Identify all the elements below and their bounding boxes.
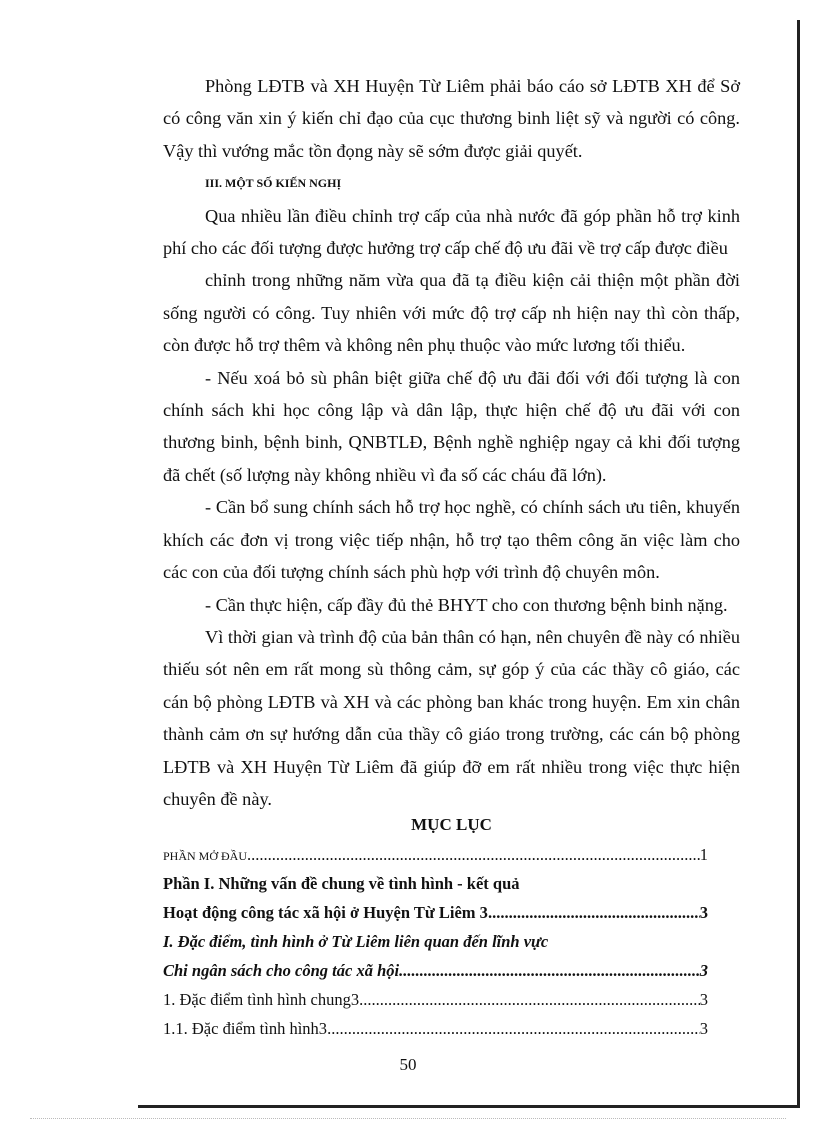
toc-entry-page: 3 bbox=[699, 1019, 708, 1038]
toc-leader bbox=[247, 845, 700, 865]
toc-leader bbox=[359, 990, 700, 1010]
toc-entry-label: I. Đặc điểm, tình hình ở Từ Liêm liên quan đến lĩnh vực bbox=[163, 932, 549, 951]
toc-leader bbox=[488, 903, 700, 923]
toc-entry-label: 1. Đặc điểm tình hình chung3 bbox=[163, 990, 360, 1009]
toc-entry[interactable] bbox=[163, 1019, 708, 1048]
paragraph-2b: chỉnh trong những năm vừa qua đã tạ điều kiện cải thiện một phần đời sống người có công. Tuy nhiên với mức độ trợ cấp nh hiện nay thì còn thấp, còn được hỗ trợ thêm và không nên phụ thuộc vào mức lương tối thiểu. bbox=[163, 270, 740, 356]
paragraph-5: - Cần thực hiện, cấp đầy đủ thẻ BHYT cho con thương bệnh binh nặng. bbox=[205, 594, 728, 615]
paragraph-4: - Cần bổ sung chính sách hỗ trợ học nghề, có chính sách ưu tiên, khuyến khích các đơn vị trong việc tiếp nhận, hỗ trợ tạo thêm công ăn việc làm cho các con của đối tượng chính sách phù hợp với trình độ chuyên môn. bbox=[163, 497, 740, 583]
page-number: 50 bbox=[399, 1055, 417, 1074]
table-of-contents bbox=[163, 845, 708, 1048]
toc-entry-label: PHẦN MỞ ĐẦU bbox=[163, 849, 248, 863]
toc-entry[interactable] bbox=[163, 903, 708, 932]
toc-title: MỤC LỤC bbox=[411, 815, 492, 834]
toc-leader bbox=[399, 961, 700, 981]
toc-entry-label: Chi ngân sách cho công tác xã hội bbox=[163, 961, 400, 980]
toc-entry-page: 1 bbox=[699, 845, 708, 864]
paragraph-1: Phòng LĐTB và XH Huyện Từ Liêm phải báo cáo sở LĐTB XH để Sở có công văn xin ý kiến chỉ đạo của cục thương binh liệt sỹ và người có công. Vậy thì vướng mắc tồn đọng này sẽ sớm được giải quyết. bbox=[163, 76, 740, 161]
toc-entry-page: 3 bbox=[699, 961, 708, 980]
footer-divider bbox=[30, 1118, 786, 1119]
toc-entry[interactable] bbox=[163, 845, 708, 874]
toc-entry[interactable] bbox=[163, 990, 708, 1019]
section-heading: III. MỘT SỐ KIẾN NGHỊ bbox=[205, 176, 342, 191]
toc-entry-label: Phần I. Những vấn đề chung về tình hình - kết quả bbox=[163, 874, 520, 893]
body-text bbox=[163, 70, 740, 815]
toc-entry-page: 3 bbox=[699, 903, 708, 922]
toc-entry-page: 3 bbox=[699, 990, 708, 1009]
toc-entry[interactable] bbox=[163, 961, 708, 990]
toc-leader bbox=[327, 1019, 700, 1039]
paragraph-3: - Nếu xoá bỏ sù phân biệt giữa chế độ ưu đãi đối với đối tượng là con chính sách khi học công lập và dân lập, thực hiện chế độ ưu đãi với con thương binh, bệnh binh, QNBTLĐ, Bệnh nghề nghiệp ngay cả khi đối tượng đã chết (số lượng này không nhiều vì đa số các cháu đã lớn). bbox=[163, 367, 740, 485]
paragraph-2a: Qua nhiều lần điều chỉnh trợ cấp của nhà nước đã góp phần hỗ trợ kinh phí cho các đối tượng được hưởng trợ cấp chế độ ưu đãi về trợ cấp được điều bbox=[163, 205, 740, 259]
toc-entry[interactable] bbox=[163, 874, 708, 903]
toc-entry-label: Hoạt động công tác xã hội ở Huyện Từ Liêm 3 bbox=[163, 903, 488, 922]
toc-entry-label: 1.1. Đặc điểm tình hình3 bbox=[163, 1019, 328, 1038]
paragraph-6: Vì thời gian và trình độ của bản thân có hạn, nên chuyên đề này có nhiều thiếu sót nên em rất mong sù thông cảm, sự góp ý của các thầy cô giáo, các cán bộ phòng LĐTB và XH và các phòng ban khác trong huyện. Em xin chân thành cảm ơn sự hướng dẫn của thầy cô giáo trong trường, các cán bộ phòng LĐTB và XH Huyện Từ Liêm đã giúp đỡ em rất nhiều trong việc thực hiện chuyên đề này. bbox=[163, 626, 740, 809]
toc-entry[interactable] bbox=[163, 932, 708, 961]
